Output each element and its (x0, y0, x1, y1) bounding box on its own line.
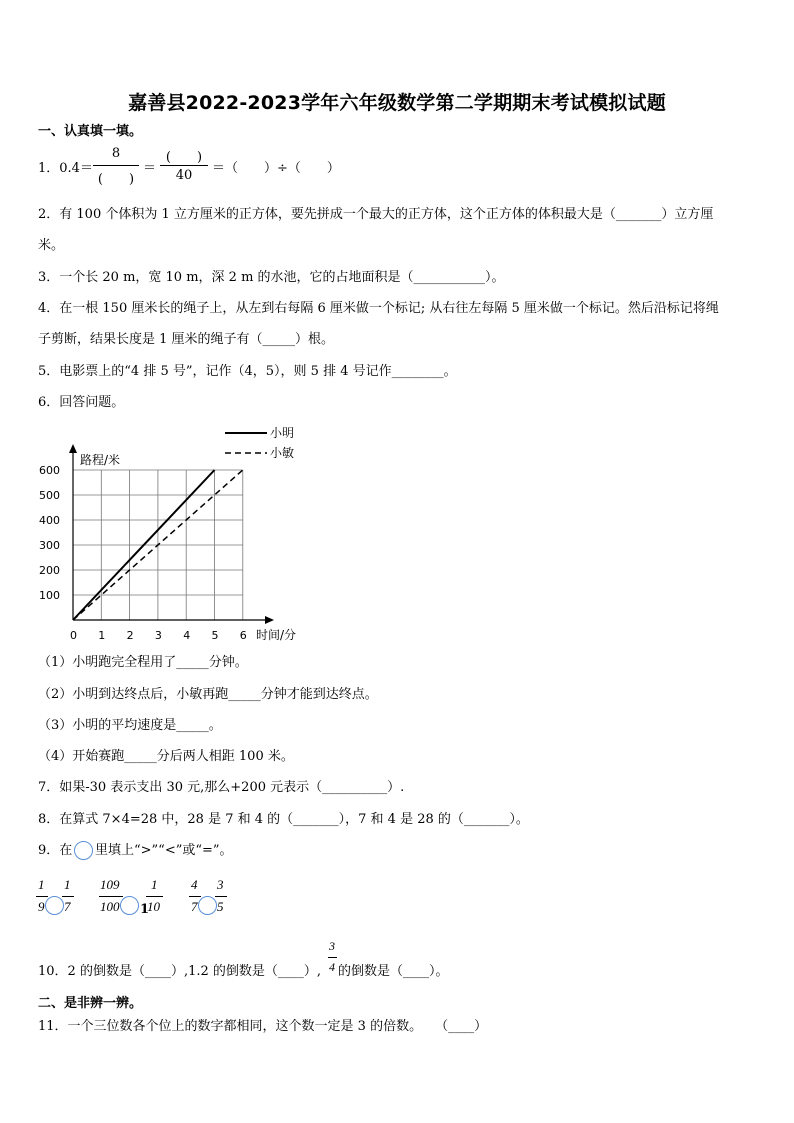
distance-time-chart (30, 420, 320, 650)
q9-pair2-a-den: 100 (100, 899, 120, 914)
question-1-start: 1．0.4＝ (38, 161, 93, 176)
x-tick-label: 4 (183, 629, 191, 642)
fraction-bar (215, 896, 227, 897)
question-6-sub-4: （4）开始赛跑_____分后两人相距 100 米。 (38, 749, 294, 764)
q1-equals: ＝ (143, 161, 157, 176)
y-tick-label: 100 (39, 589, 60, 602)
question-4-line-2: 子剪断，结果长度是 1 厘米的绳子有（_____）根。 (38, 332, 335, 347)
q9-pair1-a-den: 9 (38, 899, 45, 914)
y-tick-label: 200 (39, 564, 60, 577)
q9-pair3-a-den: 7 (191, 899, 198, 914)
question-11: 11．一个三位数各个位上的数字都相同，这个数一定是 3 的倍数。 （____） (38, 1019, 488, 1034)
legend-label-xiaoming: 小明 (270, 426, 295, 440)
question-4-line-1: 4．在一根 150 厘米长的绳子上，从左到右每隔 6 厘米做一个标记; 从右往左每隔 5 厘米做一个标记。然后沿标记将绳 (38, 301, 719, 316)
fraction-bar (160, 165, 208, 166)
question-6-sub-2: （2）小明到达终点后，小敏再跑_____分钟才能到达终点。 (38, 687, 378, 702)
y-tick-label: 600 (39, 464, 60, 477)
q1-fraction-2-denominator: 40 (175, 168, 193, 183)
x-tick-label: 0 (70, 629, 77, 642)
question-2-line-1: 2．有 100 个体积为 1 立方厘米的正方体，要先拼成一个最大的正方体，这个正方体的体积最大是（_______）立方厘 (38, 207, 714, 222)
q10-fraction-den: 4 (329, 960, 335, 974)
x-tick-label: 2 (126, 629, 134, 642)
chart-legend (225, 426, 294, 460)
x-axis-arrow (265, 616, 274, 624)
y-axis-label: 路程/米 (80, 453, 121, 467)
y-tick-label: 400 (39, 514, 60, 527)
question-9-post: 里填上“>”“<”或“=”。 (95, 843, 233, 858)
question-10-tail: 的倒数是（____）。 (338, 964, 449, 979)
fraction-bar (93, 165, 139, 166)
question-7: 7．如果-30 表示支出 30 元,那么+200 元表示（__________）. (38, 780, 405, 795)
q9-pair2-extra: 1 (140, 902, 150, 917)
q9-pair1-a-num: 1 (38, 877, 45, 892)
q10-fraction-num: 3 (329, 939, 335, 953)
y-axis-arrow (69, 444, 77, 453)
y-tick-label: 500 (39, 489, 60, 502)
q9-pair1-b-den: 7 (64, 899, 71, 914)
fraction-bar (146, 896, 163, 897)
q9-pair2-a-num: 109 (100, 877, 120, 892)
x-axis-label: 时间/分 (256, 628, 297, 642)
q1-fraction-1-denominator: ( ) (97, 172, 135, 187)
fraction-bar (328, 957, 337, 958)
x-tick-label: 6 (239, 629, 247, 642)
question-6: 6．回答问题。 (38, 395, 125, 410)
q9-pair2-b-num: 1 (151, 877, 158, 892)
q1-fraction-2 (160, 146, 208, 186)
fraction-bar (62, 896, 74, 897)
question-2-line-2: 米。 (38, 238, 65, 253)
q1-fraction-1-numerator: 8 (111, 146, 121, 161)
q9-pair3-a-num: 4 (191, 877, 198, 892)
question-10: 10．2 的倒数是（____）,1.2 的倒数是（____）, (38, 964, 322, 979)
q9-pair3-b-den: 5 (217, 899, 224, 914)
q9-pair3-b-num: 3 (217, 877, 224, 892)
q1-tail: ＝（ ）÷（ ） (212, 161, 340, 176)
section-heading-fill: 一、认真填一填。 (38, 124, 143, 139)
answer-circle-3[interactable] (198, 896, 217, 915)
question-6-sub-1: （1）小明跑完全程用了_____分钟。 (38, 655, 248, 670)
legend-label-xiaomin: 小敏 (270, 446, 295, 460)
blank-circle-icon (74, 841, 93, 860)
y-tick-label: 300 (39, 539, 60, 552)
q9-pair1-b-num: 1 (64, 877, 71, 892)
question-5: 5．电影票上的“4 排 5 号”，记作（4，5），则 5 排 4 号记作________。 (38, 364, 457, 379)
fraction-bar (189, 896, 201, 897)
fraction-bar (99, 896, 123, 897)
x-tick-label: 3 (154, 629, 162, 642)
answer-circle-2[interactable] (120, 896, 139, 915)
question-8: 8．在算式 7×4=28 中，28 是 7 和 4 的（_______），7 和 4 是 28 的（_______）。 (38, 812, 529, 827)
q1-fraction-1 (93, 146, 139, 186)
q1-fraction-2-numerator: ( ) (165, 150, 203, 165)
section-heading-true-false: 二、是非辨一辨。 (38, 996, 143, 1011)
x-tick-label: 5 (211, 629, 219, 642)
page-title: 嘉善县2022-2023学年六年级数学第二学期期末考试模拟试题 (128, 92, 666, 114)
question-3: 3．一个长 20 m，宽 10 m，深 2 m 的水池，它的占地面积是（___________）。 (38, 270, 505, 285)
question-9-pre: 9．在 (38, 843, 73, 858)
q9-pair2-b-den: 10 (147, 899, 160, 914)
fraction-bar (36, 896, 48, 897)
answer-circle-1[interactable] (45, 896, 64, 915)
x-tick-label: 1 (98, 629, 106, 642)
question-6-sub-3: （3）小明的平均速度是_____。 (38, 718, 222, 733)
